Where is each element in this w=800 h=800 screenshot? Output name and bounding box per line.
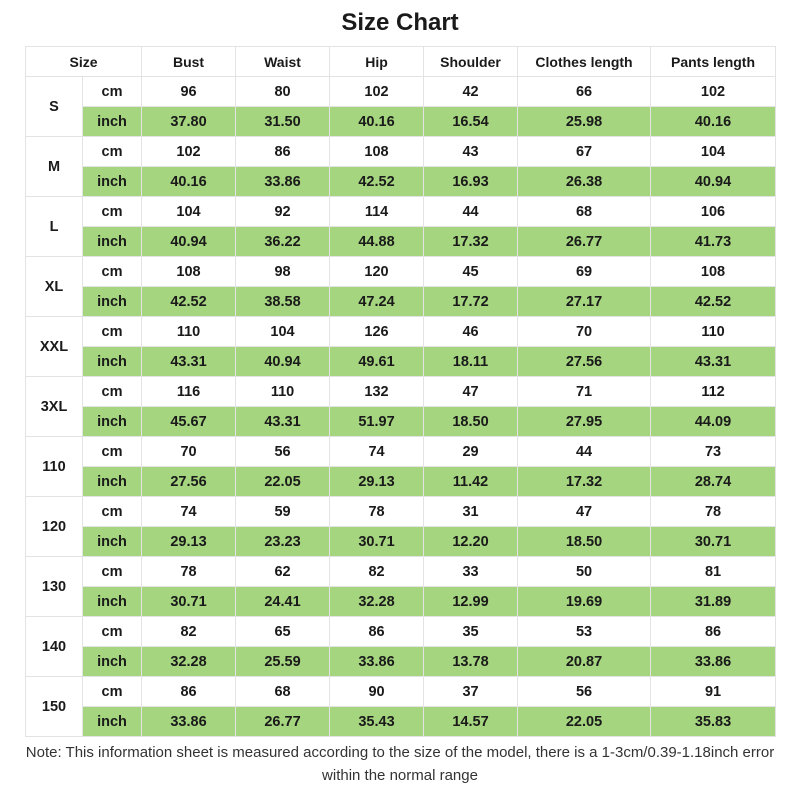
measurement-cell: 86 — [142, 677, 236, 707]
measurement-cell: 46 — [424, 317, 518, 347]
measurement-cell: 26.38 — [518, 167, 651, 197]
unit-label: inch — [83, 227, 142, 257]
measurement-cell: 86 — [236, 137, 330, 167]
measurement-cell: 30.71 — [330, 527, 424, 557]
measurement-cell: 86 — [330, 617, 424, 647]
header-size: Size — [26, 47, 142, 77]
measurement-cell: 27.17 — [518, 287, 651, 317]
measurement-cell: 112 — [651, 377, 776, 407]
measurement-cell: 43 — [424, 137, 518, 167]
measurement-cell: 81 — [651, 557, 776, 587]
table-row-inch — [26, 467, 776, 497]
table-row-cm — [26, 77, 776, 107]
measurement-cell: 132 — [330, 377, 424, 407]
measurement-cell: 16.93 — [424, 167, 518, 197]
table-row-cm — [26, 437, 776, 467]
unit-label: inch — [83, 647, 142, 677]
measurement-cell: 17.32 — [518, 467, 651, 497]
table-row-inch — [26, 707, 776, 737]
measurement-cell: 44.88 — [330, 227, 424, 257]
unit-label: cm — [83, 137, 142, 167]
measurement-cell: 33.86 — [236, 167, 330, 197]
measurement-cell: 36.22 — [236, 227, 330, 257]
unit-label: cm — [83, 557, 142, 587]
measurement-cell: 40.16 — [142, 167, 236, 197]
measurement-cell: 73 — [651, 437, 776, 467]
size-label: XXL — [26, 317, 83, 377]
measurement-cell: 20.87 — [518, 647, 651, 677]
table-row-cm — [26, 377, 776, 407]
measurement-cell: 82 — [142, 617, 236, 647]
measurement-cell: 29.13 — [142, 527, 236, 557]
measurement-cell: 47 — [424, 377, 518, 407]
measurement-cell: 42 — [424, 77, 518, 107]
measurement-cell: 29 — [424, 437, 518, 467]
measurement-cell: 11.42 — [424, 467, 518, 497]
measurement-cell: 92 — [236, 197, 330, 227]
measurement-cell: 98 — [236, 257, 330, 287]
table-row-cm — [26, 617, 776, 647]
measurement-cell: 45.67 — [142, 407, 236, 437]
measurement-cell: 65 — [236, 617, 330, 647]
measurement-cell: 114 — [330, 197, 424, 227]
measurement-cell: 47.24 — [330, 287, 424, 317]
measurement-cell: 32.28 — [330, 587, 424, 617]
measurement-cell: 12.99 — [424, 587, 518, 617]
measurement-cell: 40.94 — [651, 167, 776, 197]
unit-label: cm — [83, 317, 142, 347]
measurement-cell: 35.43 — [330, 707, 424, 737]
measurement-cell: 78 — [651, 497, 776, 527]
measurement-cell: 110 — [236, 377, 330, 407]
measurement-cell: 23.23 — [236, 527, 330, 557]
size-label: L — [26, 197, 83, 257]
measurement-cell: 17.72 — [424, 287, 518, 317]
measurement-cell: 22.05 — [518, 707, 651, 737]
table-row-cm — [26, 317, 776, 347]
measurement-cell: 62 — [236, 557, 330, 587]
unit-label: cm — [83, 437, 142, 467]
measurement-cell: 12.20 — [424, 527, 518, 557]
measurement-cell: 70 — [142, 437, 236, 467]
measurement-cell: 110 — [142, 317, 236, 347]
measurement-cell: 40.16 — [330, 107, 424, 137]
measurement-cell: 47 — [518, 497, 651, 527]
measurement-cell: 16.54 — [424, 107, 518, 137]
table-row-cm — [26, 557, 776, 587]
measurement-cell: 27.56 — [142, 467, 236, 497]
measurement-cell: 31 — [424, 497, 518, 527]
table-row-cm — [26, 137, 776, 167]
measurement-cell: 33.86 — [651, 647, 776, 677]
measurement-cell: 44 — [518, 437, 651, 467]
table-row-inch — [26, 287, 776, 317]
measurement-cell: 70 — [518, 317, 651, 347]
measurement-cell: 43.31 — [236, 407, 330, 437]
measurement-cell: 116 — [142, 377, 236, 407]
measurement-cell: 66 — [518, 77, 651, 107]
measurement-cell: 51.97 — [330, 407, 424, 437]
measurement-cell: 30.71 — [651, 527, 776, 557]
measurement-cell: 13.78 — [424, 647, 518, 677]
measurement-cell: 18.11 — [424, 347, 518, 377]
measurement-cell: 33.86 — [142, 707, 236, 737]
measurement-cell: 71 — [518, 377, 651, 407]
size-chart-table — [25, 46, 776, 737]
measurement-cell: 38.58 — [236, 287, 330, 317]
unit-label: inch — [83, 107, 142, 137]
size-label: 110 — [26, 437, 83, 497]
measurement-cell: 25.98 — [518, 107, 651, 137]
table-row-cm — [26, 677, 776, 707]
table-row-inch — [26, 227, 776, 257]
measurement-cell: 74 — [142, 497, 236, 527]
table-row-inch — [26, 347, 776, 377]
unit-label: cm — [83, 497, 142, 527]
measurement-cell: 37 — [424, 677, 518, 707]
size-label: 150 — [26, 677, 83, 737]
unit-label: inch — [83, 587, 142, 617]
unit-label: cm — [83, 617, 142, 647]
measurement-cell: 26.77 — [518, 227, 651, 257]
measurement-cell: 49.61 — [330, 347, 424, 377]
measurement-cell: 68 — [518, 197, 651, 227]
table-row-inch — [26, 407, 776, 437]
unit-label: inch — [83, 287, 142, 317]
size-label: XL — [26, 257, 83, 317]
measurement-cell: 80 — [236, 77, 330, 107]
measurement-cell: 32.28 — [142, 647, 236, 677]
measurement-cell: 108 — [142, 257, 236, 287]
footnote: Note: This information sheet is measured according to the size of the model, there is a 1-3cm/0.39-1.18inch error within the normal range — [25, 744, 775, 784]
table-row-cm — [26, 197, 776, 227]
measurement-cell: 102 — [142, 137, 236, 167]
unit-label: inch — [83, 167, 142, 197]
unit-label: cm — [83, 197, 142, 227]
measurement-cell: 33.86 — [330, 647, 424, 677]
measurement-cell: 33 — [424, 557, 518, 587]
header-bust: Bust — [142, 47, 236, 77]
measurement-cell: 104 — [142, 197, 236, 227]
measurement-cell: 68 — [236, 677, 330, 707]
header-clothes-length: Clothes length — [518, 47, 651, 77]
measurement-cell: 104 — [236, 317, 330, 347]
measurement-cell: 43.31 — [651, 347, 776, 377]
measurement-cell: 14.57 — [424, 707, 518, 737]
measurement-cell: 110 — [651, 317, 776, 347]
measurement-cell: 74 — [330, 437, 424, 467]
header-shoulder: Shoulder — [424, 47, 518, 77]
size-label: 140 — [26, 617, 83, 677]
measurement-cell: 50 — [518, 557, 651, 587]
measurement-cell: 53 — [518, 617, 651, 647]
measurement-cell: 35.83 — [651, 707, 776, 737]
measurement-cell: 43.31 — [142, 347, 236, 377]
measurement-cell: 108 — [651, 257, 776, 287]
size-label: 130 — [26, 557, 83, 617]
size-label: S — [26, 77, 83, 137]
table-row-cm — [26, 497, 776, 527]
table-row-inch — [26, 107, 776, 137]
measurement-cell: 40.94 — [142, 227, 236, 257]
measurement-cell: 102 — [651, 77, 776, 107]
header-row — [26, 47, 776, 77]
header-pants-length: Pants length — [651, 47, 776, 77]
measurement-cell: 108 — [330, 137, 424, 167]
unit-label: cm — [83, 257, 142, 287]
header-waist: Waist — [236, 47, 330, 77]
measurement-cell: 104 — [651, 137, 776, 167]
measurement-cell: 26.77 — [236, 707, 330, 737]
measurement-cell: 40.94 — [236, 347, 330, 377]
measurement-cell: 106 — [651, 197, 776, 227]
measurement-cell: 90 — [330, 677, 424, 707]
measurement-cell: 42.52 — [330, 167, 424, 197]
table-row-cm — [26, 257, 776, 287]
measurement-cell: 56 — [518, 677, 651, 707]
measurement-cell: 25.59 — [236, 647, 330, 677]
unit-label: cm — [83, 377, 142, 407]
measurement-cell: 102 — [330, 77, 424, 107]
measurement-cell: 27.56 — [518, 347, 651, 377]
measurement-cell: 28.74 — [651, 467, 776, 497]
measurement-cell: 67 — [518, 137, 651, 167]
measurement-cell: 45 — [424, 257, 518, 287]
table-row-inch — [26, 647, 776, 677]
measurement-cell: 96 — [142, 77, 236, 107]
header-hip: Hip — [330, 47, 424, 77]
measurement-cell: 30.71 — [142, 587, 236, 617]
measurement-cell: 31.89 — [651, 587, 776, 617]
measurement-cell: 126 — [330, 317, 424, 347]
measurement-cell: 35 — [424, 617, 518, 647]
table-row-inch — [26, 587, 776, 617]
measurement-cell: 40.16 — [651, 107, 776, 137]
measurement-cell: 42.52 — [142, 287, 236, 317]
measurement-cell: 44 — [424, 197, 518, 227]
measurement-cell: 29.13 — [330, 467, 424, 497]
measurement-cell: 59 — [236, 497, 330, 527]
measurement-cell: 78 — [330, 497, 424, 527]
unit-label: inch — [83, 527, 142, 557]
unit-label: inch — [83, 707, 142, 737]
measurement-cell: 69 — [518, 257, 651, 287]
size-label: 120 — [26, 497, 83, 557]
unit-label: inch — [83, 407, 142, 437]
unit-label: cm — [83, 677, 142, 707]
measurement-cell: 27.95 — [518, 407, 651, 437]
unit-label: cm — [83, 77, 142, 107]
measurement-cell: 17.32 — [424, 227, 518, 257]
page-title: Size Chart — [341, 9, 459, 36]
measurement-cell: 120 — [330, 257, 424, 287]
measurement-cell: 24.41 — [236, 587, 330, 617]
measurement-cell: 18.50 — [518, 527, 651, 557]
measurement-cell: 31.50 — [236, 107, 330, 137]
measurement-cell: 19.69 — [518, 587, 651, 617]
measurement-cell: 56 — [236, 437, 330, 467]
measurement-cell: 42.52 — [651, 287, 776, 317]
table-row-inch — [26, 527, 776, 557]
measurement-cell: 18.50 — [424, 407, 518, 437]
table-row-inch — [26, 167, 776, 197]
measurement-cell: 41.73 — [651, 227, 776, 257]
measurement-cell: 37.80 — [142, 107, 236, 137]
size-label: M — [26, 137, 83, 197]
measurement-cell: 44.09 — [651, 407, 776, 437]
unit-label: inch — [83, 347, 142, 377]
unit-label: inch — [83, 467, 142, 497]
measurement-cell: 78 — [142, 557, 236, 587]
measurement-cell: 22.05 — [236, 467, 330, 497]
measurement-cell: 82 — [330, 557, 424, 587]
measurement-cell: 86 — [651, 617, 776, 647]
size-label: 3XL — [26, 377, 83, 437]
measurement-cell: 91 — [651, 677, 776, 707]
